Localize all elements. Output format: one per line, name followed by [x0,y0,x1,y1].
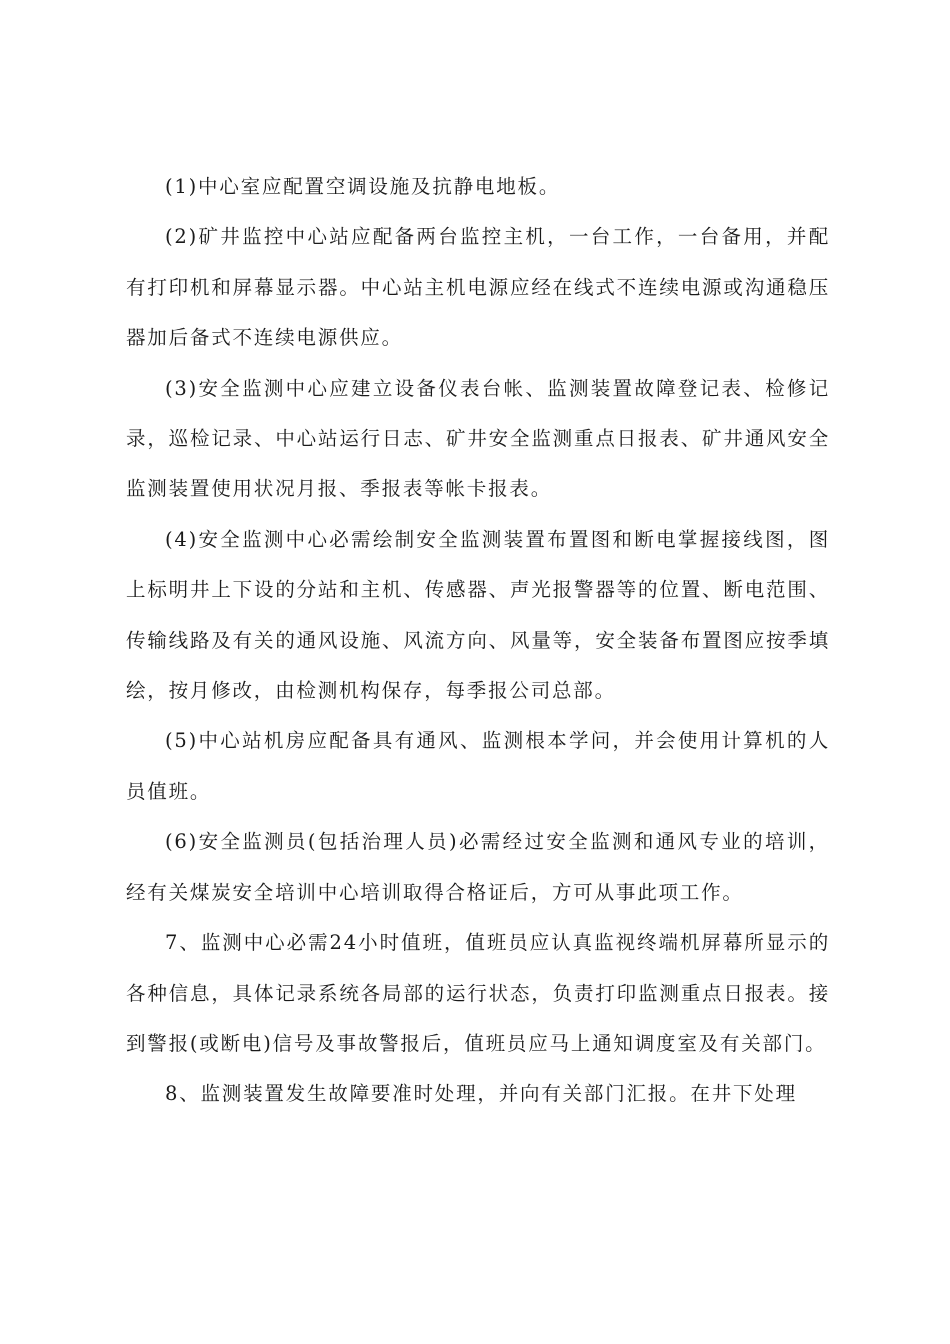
paragraph-1: (1)中心室应配置空调设施及抗静电地板。 [165,175,561,198]
paragraph-7: 7、监测中心必需24小时值班，值班员应认真监视终端机屏幕所显示的各种信息，具体记录系统各局部的运行状态，负责打印监测重点日报表。接到警报(或断电)信号及事故警报后，值班员应马上通知调度室及有关部门。 [126,931,830,1055]
paragraph-8: 8、监测装置发生故障要准时处理，并向有关部门汇报。在井下处理 [165,1082,797,1106]
paragraph-2: (2)矿井监控中心站应配备两台监控主机，一台工作，一台备用，并配有打印机和屏幕显示器。中心站主机电源应经在线式不连续电源或沟通稳压器加后备式不连续电源供应。 [126,225,830,350]
paragraph-5: (5)中心站机房应配备具有通风、监测根本学问，并会使用计算机的人员值班。 [126,729,830,803]
paragraph-4: (4)安全监测中心必需绘制安全监测装置布置图和断电掌握接线图，图上标明井上下设的分站和主机、传感器、声光报警器等的位置、断电范围、传输线路及有关的通风设施、风流方向、风量等，安全装备布置图应按季填绘，按月修改，由检测机构保存，每季报公司总部。 [126,527,830,703]
document-body [126,162,830,1120]
paragraph-3: (3)安全监测中心应建立设备仪表台帐、监测装置故障登记表、检修记录，巡检记录、中心站运行日志、矿井安全监测重点日报表、矿井通风安全监测装置使用状况月报、季报表等帐卡报表。 [126,376,830,501]
paragraph-6: (6)安全监测员(包括治理人员)必需经过安全监测和通风专业的培训，经有关煤炭安全培训中心培训取得合格证后，方可从事此项工作。 [126,830,830,904]
